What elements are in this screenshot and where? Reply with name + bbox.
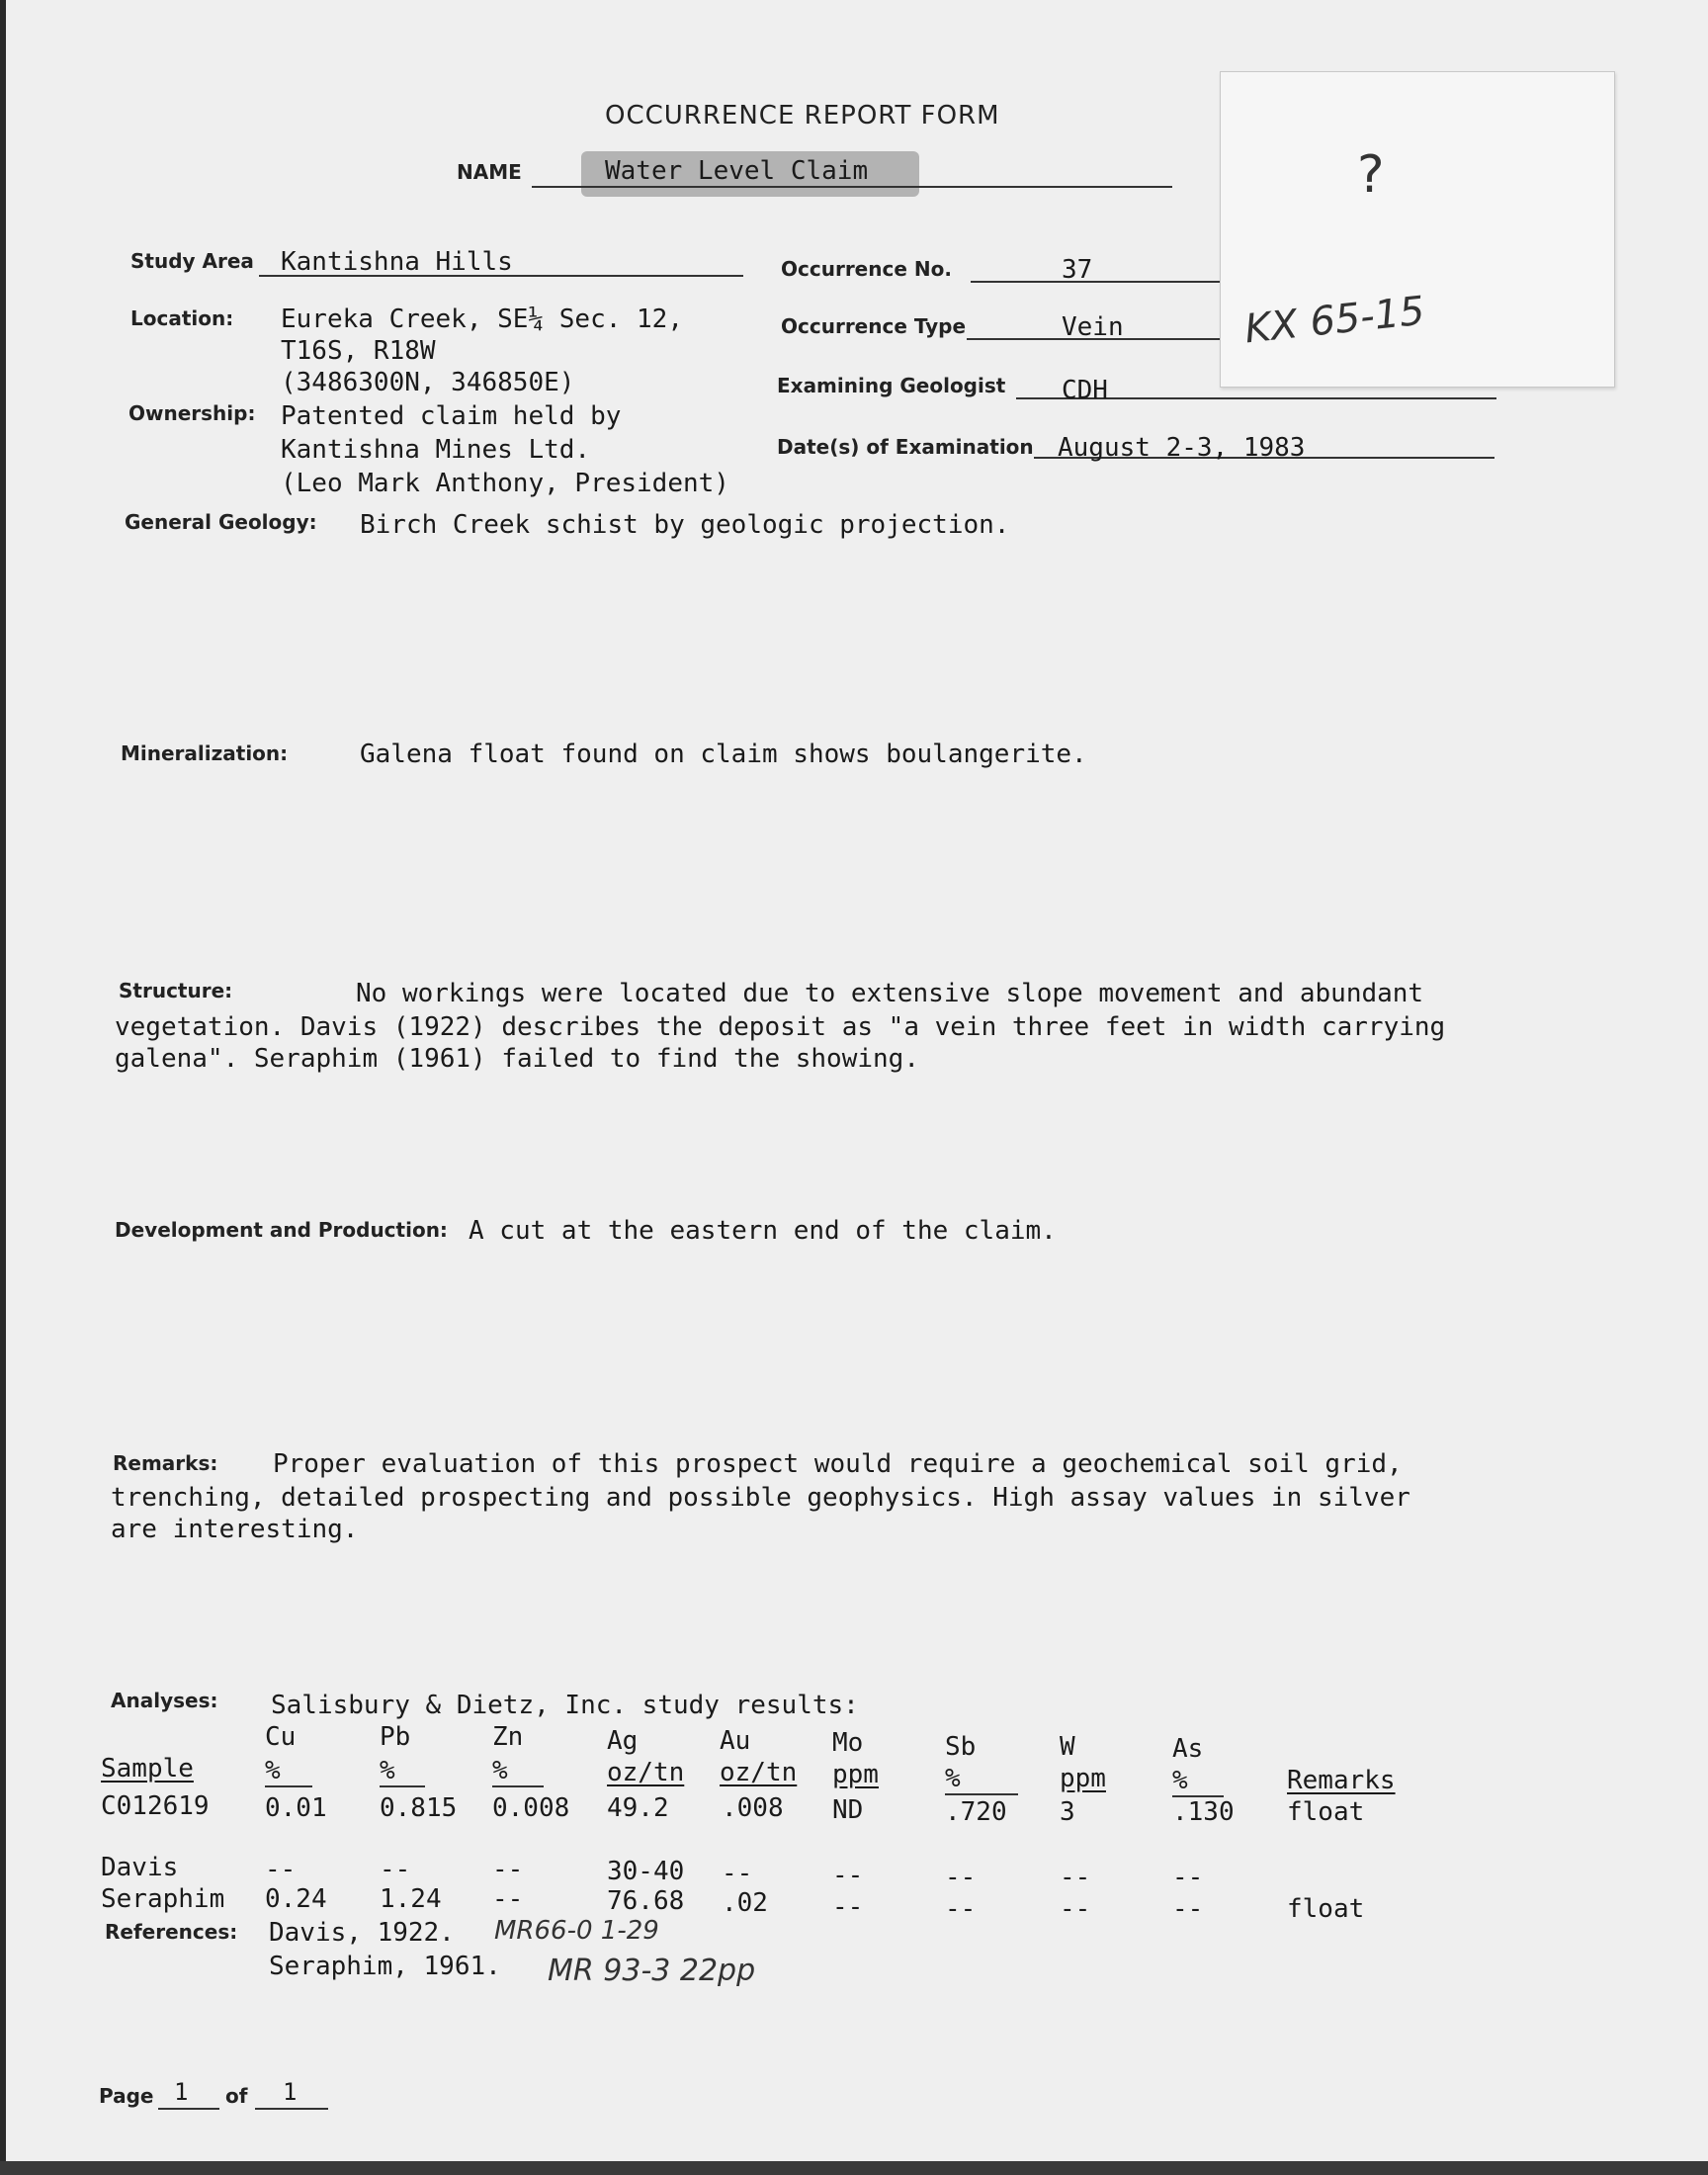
page-label: Page bbox=[99, 2084, 154, 2108]
reference-1-text: Davis, 1922. bbox=[269, 1918, 455, 1948]
reference-2-note: MR 93-3 22pp bbox=[548, 1954, 756, 1988]
col-header-bottom-mo: ppm bbox=[832, 1760, 879, 1789]
table-cell: -- bbox=[380, 1855, 411, 1884]
development-value: A cut at the eastern end of the claim. bbox=[469, 1216, 1057, 1246]
study-area-value: Kantishna Hills bbox=[281, 247, 513, 277]
col-header-top-mo: Mo bbox=[832, 1728, 864, 1758]
reference-1-note: MR66-0 1-29 bbox=[494, 1916, 659, 1946]
remarks-label: Remarks: bbox=[113, 1451, 218, 1475]
occurrence-type-label: Occurrence Type bbox=[781, 314, 967, 338]
name-value: Water Level Claim bbox=[605, 156, 869, 186]
table-cell: 30-40 bbox=[607, 1857, 685, 1886]
table-cell: -- bbox=[832, 1861, 864, 1890]
structure-line-1: No workings were located due to extensive slope movement and abundant bbox=[356, 979, 1424, 1008]
col-header-top-pb: Pb bbox=[380, 1722, 411, 1752]
table-cell: -- bbox=[1060, 1863, 1091, 1892]
remarks-line-2: trenching, detailed prospecting and possible geophysics. High assay values in silver bbox=[111, 1483, 1410, 1513]
examining-geologist-value: CDH bbox=[1062, 376, 1108, 405]
ownership-label: Ownership: bbox=[128, 401, 256, 425]
col-header-bottom-cu: % bbox=[265, 1756, 281, 1785]
page-total: 1 bbox=[283, 2078, 298, 2106]
table-cell: -- bbox=[1060, 1894, 1091, 1924]
zn-underline bbox=[492, 1785, 544, 1787]
table-cell: -- bbox=[1172, 1894, 1204, 1924]
table-cell: 76.68 bbox=[607, 1886, 685, 1916]
table-cell: -- bbox=[492, 1855, 524, 1884]
sb-underline bbox=[945, 1793, 1018, 1795]
page-number: 1 bbox=[174, 2078, 189, 2106]
reference-2-text: Seraphim, 1961. bbox=[269, 1952, 501, 1981]
remarks-line-3: are interesting. bbox=[111, 1515, 359, 1544]
structure-line-3: galena". Seraphim (1961) failed to find the showing. bbox=[115, 1044, 919, 1074]
handwritten-question-mark: ? bbox=[1357, 145, 1385, 205]
location-line-1: Eureka Creek, SE¼ Sec. 12, bbox=[281, 304, 683, 334]
col-header-top-ag: Ag bbox=[607, 1726, 639, 1756]
ownership-line-3: (Leo Mark Anthony, President) bbox=[281, 469, 729, 498]
col-header-top-w: W bbox=[1060, 1732, 1075, 1762]
mineralization-value: Galena float found on claim shows boulangerite. bbox=[360, 740, 1087, 769]
development-label: Development and Production: bbox=[115, 1218, 448, 1242]
location-label: Location: bbox=[130, 306, 234, 330]
sticky-note-card bbox=[1220, 71, 1615, 388]
table-cell: 3 bbox=[1060, 1797, 1075, 1827]
table-cell: ND bbox=[832, 1795, 864, 1825]
table-cell: float bbox=[1287, 1797, 1365, 1827]
pb-underline bbox=[380, 1785, 425, 1787]
table-cell: .130 bbox=[1172, 1797, 1235, 1827]
col-header-top-sb: Sb bbox=[945, 1732, 977, 1762]
table-cell: -- bbox=[945, 1894, 977, 1924]
of-label: of bbox=[225, 2084, 248, 2108]
general-geology-label: General Geology: bbox=[125, 510, 317, 534]
general-geology-value: Birch Creek schist by geologic projection. bbox=[360, 510, 1010, 540]
table-cell: -- bbox=[945, 1863, 977, 1892]
table-cell: .02 bbox=[722, 1888, 768, 1918]
col-header-top-as: As bbox=[1172, 1734, 1204, 1764]
table-cell: -- bbox=[832, 1892, 864, 1922]
table-cell: 0.008 bbox=[492, 1793, 570, 1823]
table-cell: .008 bbox=[722, 1793, 784, 1823]
table-cell: 1.24 bbox=[380, 1884, 442, 1914]
table-cell: -- bbox=[265, 1855, 297, 1884]
table-cell: -- bbox=[722, 1859, 753, 1888]
col-header-top-cu: Cu bbox=[265, 1722, 297, 1752]
table-cell: Davis bbox=[101, 1853, 179, 1882]
col-header-remarks: Remarks bbox=[1287, 1766, 1396, 1795]
col-header-bottom-pb: % bbox=[380, 1756, 395, 1785]
name-underline bbox=[532, 186, 1172, 188]
col-header-bottom-w: ppm bbox=[1060, 1764, 1106, 1793]
analyses-label: Analyses: bbox=[111, 1689, 218, 1712]
study-area-label: Study Area bbox=[130, 249, 254, 273]
location-line-3: (3486300N, 346850E) bbox=[281, 368, 575, 397]
form-title: OCCURRENCE REPORT FORM bbox=[605, 101, 1000, 130]
col-header-bottom-au: oz/tn bbox=[720, 1758, 798, 1787]
structure-line-2: vegetation. Davis (1922) describes the deposit as "a vein three feet in width carrying bbox=[115, 1012, 1446, 1042]
structure-label: Structure: bbox=[119, 979, 233, 1002]
location-line-2: T16S, R18W bbox=[281, 336, 436, 366]
analyses-intro: Salisbury & Dietz, Inc. study results: bbox=[271, 1691, 859, 1720]
references-label: References: bbox=[105, 1920, 238, 1944]
col-header-bottom-as: % bbox=[1172, 1766, 1188, 1795]
mineralization-label: Mineralization: bbox=[121, 741, 289, 765]
table-cell: 0.24 bbox=[265, 1884, 327, 1914]
table-cell: Seraphim bbox=[101, 1884, 225, 1914]
dates-label: Date(s) of Examination bbox=[777, 435, 1034, 459]
table-cell: float bbox=[1287, 1894, 1365, 1924]
dates-value: August 2-3, 1983 bbox=[1058, 433, 1306, 463]
page-underline bbox=[158, 2108, 219, 2110]
handwritten-code: KX 65-15 bbox=[1242, 288, 1427, 353]
col-header-bottom-sb: % bbox=[945, 1764, 961, 1793]
ownership-line-1: Patented claim held by bbox=[281, 401, 622, 431]
col-header-sample: Sample bbox=[101, 1754, 194, 1784]
col-header-top-au: Au bbox=[720, 1726, 751, 1756]
col-header-bottom-ag: oz/tn bbox=[607, 1758, 685, 1787]
table-cell: -- bbox=[492, 1884, 524, 1914]
table-cell: C012619 bbox=[101, 1791, 210, 1821]
occurrence-no-label: Occurrence No. bbox=[781, 257, 952, 281]
ownership-line-2: Kantishna Mines Ltd. bbox=[281, 435, 591, 465]
remarks-line-1: Proper evaluation of this prospect would require a geochemical soil grid, bbox=[273, 1449, 1403, 1479]
table-cell: -- bbox=[1172, 1863, 1204, 1892]
col-header-bottom-zn: % bbox=[492, 1756, 508, 1785]
table-cell: .720 bbox=[945, 1797, 1007, 1827]
occurrence-type-value: Vein bbox=[1062, 312, 1124, 342]
col-header-top-zn: Zn bbox=[492, 1722, 524, 1752]
table-cell: 0.815 bbox=[380, 1793, 458, 1823]
occurrence-no-value: 37 bbox=[1062, 255, 1093, 285]
table-cell: 0.01 bbox=[265, 1793, 327, 1823]
examining-geologist-label: Examining Geologist bbox=[777, 374, 1006, 397]
occurrence-no-underline bbox=[971, 281, 1220, 283]
of-underline bbox=[255, 2108, 328, 2110]
table-cell: 49.2 bbox=[607, 1793, 669, 1823]
name-label: NAME bbox=[457, 160, 522, 184]
cu-underline bbox=[265, 1785, 312, 1787]
